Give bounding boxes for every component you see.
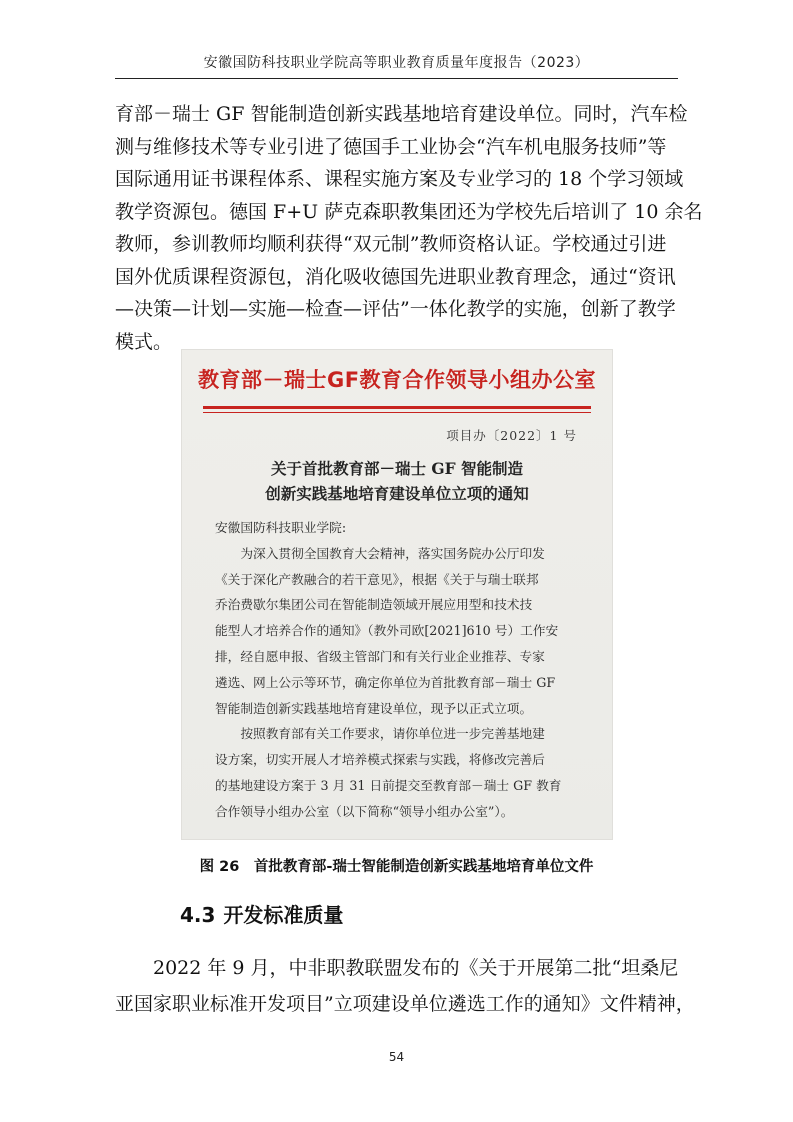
document-line: 设方案，切实开展人才培养模式探索与实践，将修改完善后 bbox=[215, 752, 545, 768]
text-line: 亚国家职业标准开发项目”立项建设单位遴选工作的通知》文件精神， bbox=[115, 993, 695, 1015]
section-number: 4.3 bbox=[180, 903, 216, 927]
text-line: 测与维修技术等专业引进了德国手工业协会“汽车机电服务技师”等 bbox=[115, 135, 667, 158]
document-line: 为深入贯彻全国教育大会精神，落实国务院办公厅印发 bbox=[215, 545, 545, 561]
text-line: 教学资源包。德国 F+U 萨克森职教集团还为学校先后培训了 10 余名 bbox=[115, 200, 703, 223]
document-line: 排，经自愿申报、省级主管部门和有关行业企业推荐、专家 bbox=[215, 648, 545, 664]
document-line: 的基地建设方案于 3 月 31 日前提交至教育部－瑞士 GF 教育 bbox=[215, 777, 562, 793]
document-red-rule-thin bbox=[203, 412, 591, 413]
document-title-line: 关于首批教育部－瑞士 GF 智能制造 bbox=[270, 459, 524, 478]
text-line: 国外优质课程资源包，消化吸收德国先进职业教育理念，通过“资讯 bbox=[115, 265, 676, 288]
section-heading bbox=[180, 899, 343, 928]
document-line: 智能制造创新实践基地培育建设单位，现予以正式立项。 bbox=[215, 700, 533, 716]
intro-paragraph bbox=[115, 98, 703, 358]
text-line: 教师，参训教师均顺利获得“双元制”教师资格认证。学校通过引进 bbox=[115, 233, 667, 255]
document-line: 合作领导小组办公室（以下简称“领导小组办公室”）。 bbox=[215, 803, 514, 819]
document-body bbox=[215, 515, 589, 825]
page-number: 54 bbox=[388, 1050, 405, 1064]
document-line: 《关于深化产教融合的若干意见》，根据《关于与瑞士联邦 bbox=[215, 571, 539, 587]
figure-caption: 图 26 首批教育部-瑞士智能制造创新实践基地培育单位文件 bbox=[199, 859, 594, 875]
document-office-header: 教育部－瑞士GF教育合作领导小组办公室 bbox=[197, 368, 597, 392]
document-scan-image bbox=[181, 349, 613, 840]
document-number: 项目办〔2022〕1 号 bbox=[446, 428, 577, 443]
document-title-line: 创新实践基地培育建设单位立项的通知 bbox=[265, 484, 529, 503]
document-line: 按照教育部有关工作要求，请你单位进一步完善基地建 bbox=[215, 726, 545, 742]
text-line: 2022 年 9 月，中非职教联盟发布的《关于开展第二批“坦桑尼 bbox=[115, 957, 679, 979]
text-line: —决策—计划—实施—检查—评估”一体化教学的实施，创新了教学 bbox=[115, 298, 676, 320]
text-line: 育部－瑞士 GF 智能制造创新实践基地培育建设单位。同时，汽车检 bbox=[115, 103, 688, 125]
section-title: 开发标准质量 bbox=[223, 903, 344, 927]
document-title bbox=[181, 456, 613, 506]
text-line: 模式。 bbox=[115, 330, 173, 353]
header-rule bbox=[115, 78, 678, 79]
text-line: 国际通用证书课程体系、课程实施方案及专业学习的 18 个学习领域 bbox=[115, 168, 684, 190]
document-line: 能型人才培养合作的通知》（教外司欧[2021]610 号）工作安 bbox=[215, 623, 559, 639]
document-line: 遴选、网上公示等环节，确定你单位为首批教育部－瑞士 GF bbox=[215, 674, 556, 690]
section-paragraph bbox=[115, 950, 695, 1022]
document-red-rule bbox=[203, 406, 591, 409]
document-line: 乔治费歇尔集团公司在智能制造领域开展应用型和技术技 bbox=[215, 597, 533, 613]
page-header: 安徽国防科技职业学院高等职业教育质量年度报告（2023） bbox=[203, 55, 590, 71]
document-line: 安徽国防科技职业学院: bbox=[215, 520, 347, 535]
